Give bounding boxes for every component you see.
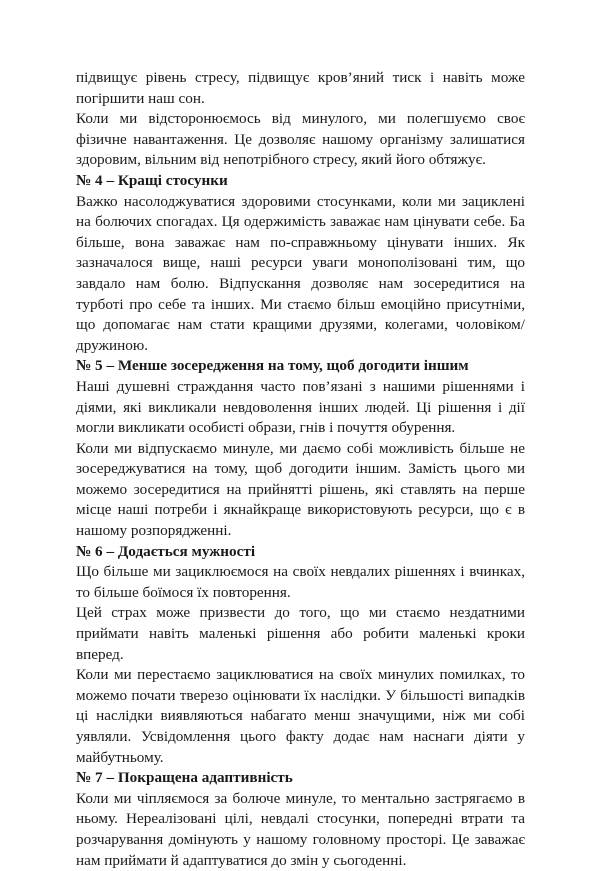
paragraph-stop-dwelling: Коли ми перестаємо зациклюватися на своїх минулих помилках, то можемо почати тверезо оцінювати їх наслідки. У більшості випадків ці наслідки виявляються набагато менш значущими, ніж ми собі уявляли. Усвідомлення цього факту додає нам наснаги діяти у майбутньому. (76, 666, 525, 766)
paragraph-adaptability: Коли ми чіпляємося за болюче минуле, то ментально застрягаємо в ньому. Нереалізовані цілі, невдалі стосунки, попередні втрати та розчарування домінують у нашому головному просторі. Це заважає нам приймати й адаптуватися до змін у сьогоденні. (76, 789, 525, 869)
paragraph-relationships: Важко насолоджуватися здоровими стосунками, коли ми зациклені на болючих спогадах. Ця одержимість заважає нам цінувати себе. Ба більше, вона заважає нам по-справжньому цінувати інших. Як зазначалося вище, наші ресурси уваги монополізовані тим, що завдало нам болю. Відпускання дозволяє нам зосередитися на турботі про себе та інших. Ми стаємо більш емоційно присутніми, що допомагає нам стати кращими друзями, колегами, чоловіком/дружиною. (76, 192, 525, 354)
heading-more-courage: № 6 – Додається мужності (76, 542, 256, 560)
paragraph-physical-load: Коли ми відсторонюємось від минулого, ми полегшуємо своє фізичне навантаження. Це дозволяє нашому організму залишатися здоровим, вільним від непотрібного стресу, який його обтяжує. (76, 110, 525, 169)
paragraph-suffering: Наші душевні страждання часто пов’язані з нашими рішеннями і діями, які викликали невдоволення інших людей. Ці рішення і дії могли викликати особисті образи, гнів і почуття обурення. (76, 377, 525, 437)
paragraph-fear-effects: Цей страх може призвести до того, що ми стаємо нездатними приймати навіть маленькі рішення або робити маленькі кроки вперед. (76, 604, 525, 663)
paragraph-intro-end: підвищує рівень стресу, підвищує кров’яний тиск і навіть може погіршити наш сон. (76, 69, 525, 107)
heading-better-relationships: № 4 – Кращі стосунки (76, 171, 228, 189)
heading-improved-adaptability: № 7 – Покращена адаптивність (76, 769, 293, 787)
paragraph-letting-go: Коли ми відпускаємо минуле, ми даємо собі можливість більше не зосереджуватися на тому, щоб догодити іншим. Замість цього ми можемо зосередитися на прийнятті рішень, які ставлять на перше місце наші потреби і якнайкраще використовують ресурси, що є в нашому розпорядженні. (76, 439, 525, 540)
paragraph-fear-repeat: Що більше ми зациклюємося на своїх невдалих рішеннях і вчинках, то більше боїмося їх повторення. (76, 563, 525, 601)
heading-less-pleasing-others: № 5 – Менше зосередження на тому, щоб догодити іншим (76, 357, 469, 375)
document-page (76, 68, 525, 871)
